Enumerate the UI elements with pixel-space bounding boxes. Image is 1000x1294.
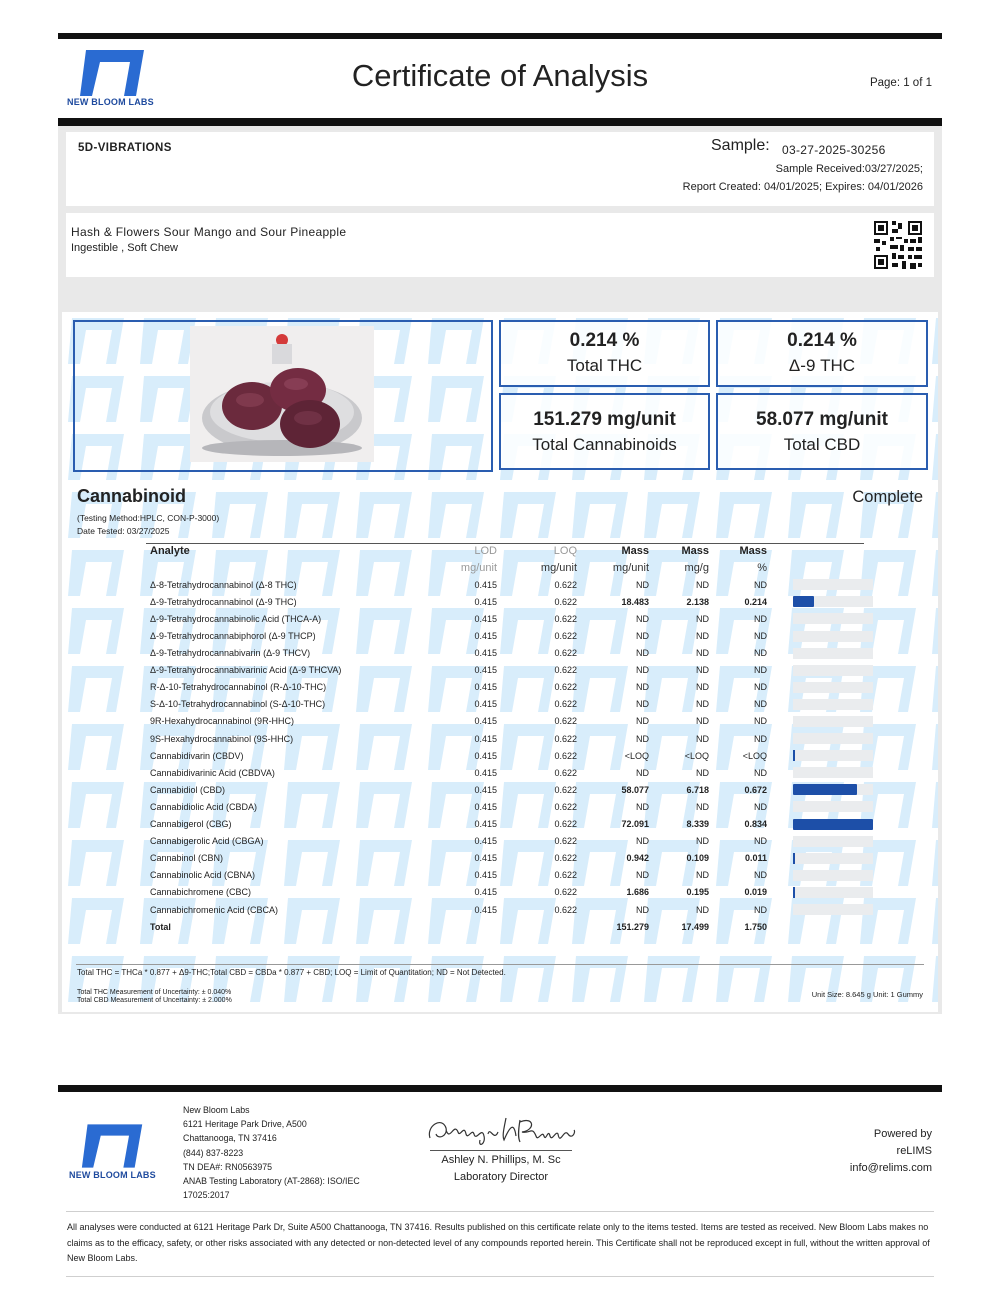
mass-g-value: ND: [696, 579, 709, 590]
kpi-total-cannabinoids-label: Total Cannabinoids: [532, 435, 677, 454]
lod-value: 0.415: [474, 596, 497, 607]
analyte-name: Cannabinol (CBN): [150, 853, 224, 864]
mass-unit-value: ND: [636, 631, 649, 642]
lab-line-1: 6121 Heritage Park Drive, A500: [183, 1119, 307, 1130]
lab-line-4: TN DEA#: RN0563975: [183, 1161, 272, 1172]
kpi-total-cannabinoids-value: 151.279 mg/unit: [533, 409, 676, 430]
lab-line-2: Chattanooga, TN 37416: [183, 1133, 277, 1144]
col-mass-unit: Mass: [621, 544, 649, 557]
disclaimer-top-rule: [66, 1211, 934, 1212]
kpi-d9-thc-label: Δ-9 THC: [788, 356, 856, 375]
mass-unit-value: ND: [636, 665, 649, 676]
analyte-name: Cannabidivarin (CBDV): [150, 750, 244, 761]
mass-unit-value: ND: [636, 682, 649, 693]
lod-value: 0.415: [474, 836, 497, 847]
mass-g-value: ND: [696, 801, 709, 812]
report-dates: Report Created: 04/01/2025; Expires: 04/01/2026: [682, 181, 923, 193]
loq-value: 0.622: [554, 613, 577, 624]
table-header-row: [146, 542, 903, 559]
mass-g-value: ND: [696, 631, 709, 642]
loq-value: 0.622: [554, 699, 577, 710]
loq-value: 0.622: [554, 784, 577, 795]
analyte-name: Δ-9-Tetrahydrocannabinolic Acid (THCA-A): [150, 613, 322, 624]
table-row: [146, 884, 903, 901]
result-bar-track: [793, 699, 873, 710]
disclaimer-text: All analyses were conducted at 6121 Heritage Park Dr, Suite A500 Chattanooga, TN 37416. Results published on this certificate relate only to the items tested. Items are tested as received. New Bloom Labs makes no claims as to the efficacy, safety, or other risks associated with any detected or non-detected level of any compounds reported herein. This Certificate shall not be reproduced except in full, without the written approval of New Bloom Labs.: [67, 1222, 930, 1263]
kpi-total-thc: [499, 320, 710, 387]
uncertainty-thc: Total THC Measurement of Uncertainty: ± 0.040%: [77, 989, 232, 996]
mass-pct-value: ND: [754, 631, 767, 642]
mass-pct-value: ND: [754, 665, 767, 676]
unit-loq: mg/unit: [540, 561, 577, 574]
powered-line-0: Powered by: [873, 1128, 932, 1140]
table-row: [146, 833, 903, 850]
unit-size: Unit Size: 8.645 g Unit: 1 Gummy: [811, 990, 923, 999]
disclaimer-bottom-rule: [66, 1276, 934, 1277]
mass-unit-value: ND: [636, 836, 649, 847]
mass-pct-value: ND: [754, 801, 767, 812]
table-row: [146, 764, 903, 781]
col-lod: LOD: [474, 544, 497, 557]
table-row: [146, 816, 903, 833]
mass-unit-value: ND: [636, 801, 649, 812]
table-row: [146, 747, 903, 764]
mass-pct-value: ND: [754, 767, 767, 778]
loq-value: 0.622: [554, 819, 577, 830]
mass-unit-value: 1.686: [626, 887, 649, 898]
mass-unit-value: 72.091: [621, 819, 649, 830]
page-title: Certificate of Analysis: [351, 58, 649, 93]
result-bar-track: [793, 904, 873, 915]
cannabinoid-table: [146, 542, 903, 935]
mass-pct-value: ND: [754, 699, 767, 710]
result-bar-fill: [793, 750, 795, 761]
result-bar-fill: [793, 853, 795, 864]
analyte-name: Cannabigerolic Acid (CBGA): [150, 836, 264, 847]
table-units-row: [146, 559, 903, 576]
mass-g-value: 6.718: [686, 784, 709, 795]
formula-note: Total THC = THCa * 0.877 + Δ9-THC;Total CBD = CBDa * 0.877 + CBD; LOQ = Limit of Quantitation; ND = Not Detected.: [77, 968, 506, 977]
result-bar-track: [793, 853, 873, 864]
kpi-d9-thc-value: 0.214 %: [787, 330, 857, 351]
table-row: [146, 713, 903, 730]
sample-id: 03-27-2025-30256: [782, 143, 886, 157]
table-row: [146, 781, 903, 798]
mass-g-value: ND: [696, 767, 709, 778]
loq-value: 0.622: [554, 750, 577, 761]
table-row: [146, 850, 903, 867]
table-row: [146, 679, 903, 696]
loq-value: 0.622: [554, 596, 577, 607]
analyte-name: Cannabichromenic Acid (CBCA): [150, 904, 279, 915]
table-row: [146, 867, 903, 884]
analyte-name: R-Δ-10-Tetrahydrocannabinol (R-Δ-10-THC): [150, 682, 327, 693]
testing-method: (Testing Method:HPLC, CON-P-3000): [77, 513, 220, 523]
mass-pct-value: ND: [754, 836, 767, 847]
date-tested: Date Tested: 03/27/2025: [77, 526, 170, 536]
uncertainty-cbd: Total CBD Measurement of Uncertainty: ± 2.000%: [77, 997, 232, 1004]
table-row: [146, 576, 903, 593]
loq-value: 0.622: [554, 648, 577, 659]
mass-g-value: ND: [696, 682, 709, 693]
table-row: [146, 610, 903, 627]
loq-value: 0.622: [554, 733, 577, 744]
result-bar-track: [793, 596, 873, 607]
mass-unit-value: ND: [636, 579, 649, 590]
mass-unit-value: 18.483: [621, 596, 649, 607]
result-bar-track: [793, 613, 873, 624]
analyte-name: Cannabidiol (CBD): [150, 784, 226, 795]
mass-pct-value: ND: [754, 904, 767, 915]
total-mass-g: 17.499: [681, 921, 709, 932]
analyte-name: Cannabichromene (CBC): [150, 887, 252, 898]
lod-value: 0.415: [474, 887, 497, 898]
lod-value: 0.415: [474, 665, 497, 676]
analyte-name: 9S-Hexahydrocannabinol (9S-HHC): [150, 733, 294, 744]
header-rule: [58, 118, 942, 126]
kpi-total-thc-value: 0.214 %: [569, 330, 640, 351]
mass-unit-value: ND: [636, 648, 649, 659]
mass-unit-value: ND: [636, 733, 649, 744]
lod-value: 0.415: [474, 716, 497, 727]
result-bar-track: [793, 870, 873, 881]
result-bar-track: [793, 631, 873, 642]
top-rule: [58, 33, 942, 39]
table-row: [146, 730, 903, 747]
kpi-d9-thc: [716, 320, 928, 387]
table-row: [146, 662, 903, 679]
product-photo: [190, 326, 374, 462]
mass-unit-value: ND: [636, 767, 649, 778]
qr-code-icon[interactable]: [872, 219, 924, 271]
col-mass-pct: Mass: [739, 544, 767, 557]
mass-pct-value: ND: [754, 579, 767, 590]
analyte-name: Δ-8-Tetrahydrocannabinol (Δ-8 THC): [150, 579, 297, 590]
mass-pct-value: ND: [754, 648, 767, 659]
table-row: [146, 645, 903, 662]
analyte-name: Δ-9-Tetrahydrocannabinol (Δ-9 THC): [150, 596, 297, 607]
mass-g-value: 0.195: [686, 887, 709, 898]
mass-pct-value: 0.011: [744, 853, 767, 864]
powered-email[interactable]: info@relims.com: [849, 1162, 932, 1174]
result-bar-track: [793, 767, 873, 778]
result-bar-track: [793, 716, 873, 727]
lod-value: 0.415: [474, 733, 497, 744]
mass-g-value: ND: [696, 733, 709, 744]
result-bar-track: [793, 648, 873, 659]
result-bar-track: [793, 733, 873, 744]
mass-unit-value: ND: [636, 716, 649, 727]
result-bar-track: [793, 801, 873, 812]
result-bar-track: [793, 579, 873, 590]
lod-value: 0.415: [474, 750, 497, 761]
analyte-name: Cannabinolic Acid (CBNA): [150, 870, 256, 881]
mass-g-value: ND: [696, 665, 709, 676]
signature-line: [430, 1150, 572, 1151]
mass-g-value: 8.339: [686, 819, 709, 830]
result-bar-track: [793, 819, 873, 830]
section-status: Complete: [852, 488, 923, 506]
lab-line-0: New Bloom Labs: [183, 1105, 250, 1115]
mass-pct-value: 0.214: [744, 596, 767, 607]
lod-value: 0.415: [474, 767, 497, 778]
lod-value: 0.415: [474, 613, 497, 624]
mass-g-value: ND: [696, 904, 709, 915]
mass-pct-value: ND: [754, 682, 767, 693]
lod-value: 0.415: [474, 784, 497, 795]
result-bar-track: [793, 750, 873, 761]
unit-lod: mg/unit: [460, 561, 497, 574]
kpi-total-cbd-label: Total CBD: [783, 435, 861, 454]
lod-value: 0.415: [474, 801, 497, 812]
analyte-name: 9R-Hexahydrocannabinol (9R-HHC): [150, 716, 295, 727]
result-bar-track: [793, 836, 873, 847]
mass-unit-value: ND: [636, 699, 649, 710]
analyte-name: Cannabigerol (CBG): [150, 819, 232, 830]
total-mass-unit: 151.279: [616, 921, 649, 932]
unit-mass-unit: mg/unit: [612, 561, 649, 574]
lab-line-5: ANAB Testing Laboratory (AT-2868): ISO/IEC: [183, 1176, 360, 1187]
analyte-name: Δ-9-Tetrahydrocannabivarinic Acid (Δ-9 THCVA): [150, 665, 342, 676]
signer-name: Ashley N. Phillips, M. Sc: [441, 1154, 561, 1166]
mass-pct-value: ND: [754, 870, 767, 881]
table-row: [146, 593, 903, 610]
notes-rule: [76, 964, 924, 965]
kpi-total-cbd: [716, 393, 928, 470]
loq-value: 0.622: [554, 870, 577, 881]
powered-line-1: reLIMS: [896, 1145, 932, 1157]
col-loq: LOQ: [553, 544, 577, 557]
mass-unit-value: 0.942: [626, 853, 649, 864]
mass-g-value: ND: [696, 716, 709, 727]
mass-pct-value: ND: [754, 613, 767, 624]
unit-mass-g: mg/g: [684, 561, 709, 574]
mass-unit-value: ND: [636, 613, 649, 624]
loq-value: 0.622: [554, 836, 577, 847]
mass-unit-value: ND: [636, 870, 649, 881]
table-row: [146, 627, 903, 644]
table-row: [146, 696, 903, 713]
product-name: Hash & Flowers Sour Mango and Sour Pineapple: [71, 225, 347, 239]
mass-g-value: 0.109: [686, 853, 709, 864]
mass-pct-value: 0.019: [744, 887, 767, 898]
lab-line-3: (844) 837-8223: [183, 1147, 244, 1158]
sample-received: Sample Received:03/27/2025;: [775, 163, 923, 175]
kpi-total-cannabinoids: [499, 393, 710, 470]
sample-label: Sample:: [711, 137, 770, 154]
total-label: Total: [150, 921, 171, 932]
analyte-name: Δ-9-Tetrahydrocannabiphorol (Δ-9 THCP): [150, 631, 316, 642]
footer-brand: NEW BLOOM LABS: [69, 1170, 156, 1180]
product-type: Ingestible , Soft Chew: [71, 242, 179, 254]
loq-value: 0.622: [554, 665, 577, 676]
lod-value: 0.415: [474, 870, 497, 881]
mass-g-value: ND: [696, 699, 709, 710]
header-brand: NEW BLOOM LABS: [67, 97, 154, 107]
unit-mass-pct: %: [757, 561, 767, 574]
mass-pct-value: ND: [754, 733, 767, 744]
lod-value: 0.415: [474, 699, 497, 710]
result-bar-track: [793, 784, 873, 795]
result-bar-fill: [793, 784, 857, 795]
analyte-name: S-Δ-10-Tetrahydrocannabinol (S-Δ-10-THC): [150, 699, 326, 710]
footer-logo-icon: [80, 1124, 146, 1168]
mass-unit-value: <LOQ: [624, 750, 649, 761]
loq-value: 0.622: [554, 716, 577, 727]
table-body: [146, 576, 903, 918]
mass-unit-value: ND: [636, 904, 649, 915]
product-box: [66, 213, 934, 277]
loq-value: 0.622: [554, 682, 577, 693]
total-mass-pct: 1.750: [744, 921, 767, 932]
loq-value: 0.622: [554, 801, 577, 812]
lod-value: 0.415: [474, 904, 497, 915]
mass-pct-value: 0.672: [744, 784, 767, 795]
loq-value: 0.622: [554, 631, 577, 642]
loq-value: 0.622: [554, 853, 577, 864]
lab-line-6: 17025:2017: [183, 1190, 230, 1201]
mass-g-value: ND: [696, 648, 709, 659]
analyte-name: Δ-9-Tetrahydrocannabivarin (Δ-9 THCV): [150, 648, 311, 659]
result-bar-fill: [793, 596, 814, 607]
table-row: [146, 901, 903, 918]
lod-value: 0.415: [474, 682, 497, 693]
result-bar-track: [793, 682, 873, 693]
mass-g-value: 2.138: [686, 596, 709, 607]
mass-g-value: ND: [696, 836, 709, 847]
mass-pct-value: 0.834: [744, 819, 767, 830]
mass-unit-value: 58.077: [621, 784, 649, 795]
page-number: Page: 1 of 1: [869, 77, 932, 89]
loq-value: 0.622: [554, 904, 577, 915]
lab-address: [183, 1103, 360, 1202]
col-mass-g: Mass: [681, 544, 709, 557]
mass-g-value: <LOQ: [684, 750, 709, 761]
result-bar-fill: [793, 819, 873, 830]
table-total-row: [146, 918, 903, 935]
section-title: Cannabinoid: [77, 486, 186, 506]
mass-pct-value: <LOQ: [742, 750, 767, 761]
table-row: [146, 798, 903, 815]
analyte-name: Cannabidivarinic Acid (CBDVA): [150, 767, 275, 778]
analyte-name: Cannabidiolic Acid (CBDA): [150, 801, 258, 812]
loq-value: 0.622: [554, 767, 577, 778]
kpi-total-thc-label: Total THC: [566, 356, 643, 375]
result-bar-track: [793, 887, 873, 898]
loq-value: 0.622: [554, 579, 577, 590]
signature-image: [424, 1112, 580, 1150]
lod-value: 0.415: [474, 819, 497, 830]
loq-value: 0.622: [554, 887, 577, 898]
lod-value: 0.415: [474, 631, 497, 642]
result-bar-fill: [793, 887, 795, 898]
lod-value: 0.415: [474, 853, 497, 864]
signer-title: Laboratory Director: [453, 1171, 549, 1183]
client-name: 5D-VIBRATIONS: [78, 142, 172, 154]
kpi-total-cbd-value: 58.077 mg/unit: [756, 409, 888, 430]
lod-value: 0.415: [474, 648, 497, 659]
mass-pct-value: ND: [754, 716, 767, 727]
mass-g-value: ND: [696, 613, 709, 624]
result-bar-track: [793, 665, 873, 676]
powered-by: [850, 1126, 932, 1177]
col-analyte: Analyte: [150, 544, 190, 557]
mass-g-value: ND: [696, 870, 709, 881]
lod-value: 0.415: [474, 579, 497, 590]
footer-rule: [58, 1085, 942, 1092]
